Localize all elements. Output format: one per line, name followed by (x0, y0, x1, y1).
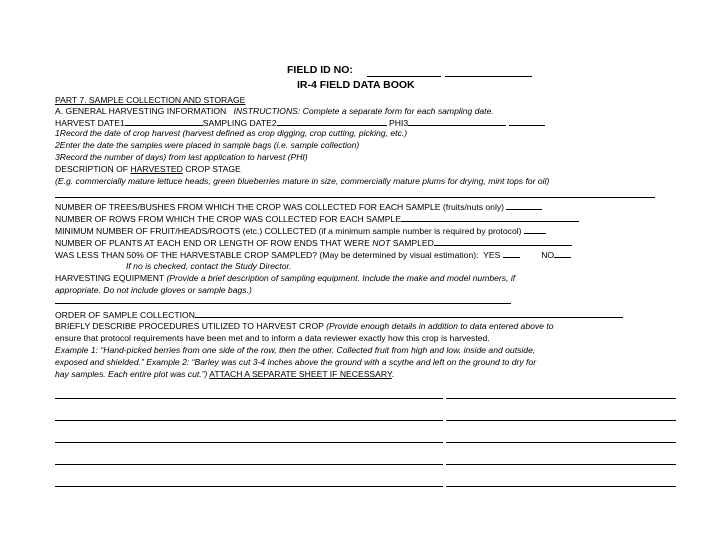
writing-line-3b[interactable] (446, 442, 676, 443)
equipment-desc-2: appropriate. Do not include gloves or sample bags.) (55, 285, 252, 295)
attach-sheet-note: ATTACH A SEPARATE SHEET IF NECESSARY (209, 369, 392, 379)
crop-stage-label: DESCRIPTION OF HARVESTED CROP STAGE (55, 164, 241, 174)
part-heading: PART 7. SAMPLE COLLECTION AND STORAGE (55, 95, 246, 105)
plants-input[interactable] (434, 237, 572, 246)
writing-line-2b[interactable] (446, 420, 676, 421)
writing-line-3a[interactable] (55, 442, 443, 443)
less-than-question: WAS LESS THAN 50% OF THE HARVESTABLE CROP SAMPLED? (May be determined by visual estimation): YES NO (55, 249, 571, 260)
footnote-3: 3Record the number of days) from last application to harvest (PHI) (55, 152, 308, 162)
footnote-1: 1Record the date of crop harvest (harvest defined as crop digging, crop cutting, picking, etc.) (55, 128, 408, 138)
writing-line-4a[interactable] (55, 464, 443, 465)
phi-input[interactable] (408, 117, 506, 126)
crop-stage-input-line[interactable] (55, 197, 655, 198)
section-a-instructions: INSTRUCTIONS: Complete a separate form for each sampling date. (233, 106, 494, 116)
section-a-label: A. GENERAL HARVESTING INFORMATION (55, 106, 227, 116)
procedures-example-3-row: hay samples. Each entire plot was cut.”) ATTACH A SEPARATE SHEET IF NECESSARY. (55, 369, 394, 379)
procedures-desc-2: ensure that protocol requirements have been met and to inform a data reviewer exactly how this crop is harvested. (55, 333, 490, 343)
procedures-example-2: exposed and shielded.” Example 2: “Barley was cut 3-4 inches above the ground with a scythe and left on the ground to dry for (55, 357, 537, 367)
harvest-date-input[interactable] (125, 117, 203, 126)
no-label: NO (541, 250, 555, 260)
phi-label: PHI3 (389, 118, 409, 128)
rows-input[interactable] (401, 213, 579, 222)
writing-line-5b[interactable] (446, 486, 676, 487)
minimum-input[interactable] (524, 225, 546, 234)
plants-question: NUMBER OF PLANTS AT EACH END OR LENGTH OF ROW ENDS THAT WERE NOT SAMPLED (55, 237, 572, 248)
yes-checkbox[interactable] (503, 249, 520, 258)
equipment-input-line[interactable] (55, 303, 511, 304)
harvested-underlined: HARVESTED (130, 164, 183, 174)
yes-label: YES (483, 250, 501, 260)
phi-input-2[interactable] (509, 117, 545, 126)
trees-input[interactable] (506, 201, 542, 210)
order-row (55, 309, 623, 320)
writing-line-1b[interactable] (446, 398, 676, 399)
harvest-date-label: HARVEST DATE1 (55, 118, 125, 128)
sampling-date-input[interactable] (277, 117, 387, 126)
writing-line-1a[interactable] (55, 398, 443, 399)
field-id-input-line-2[interactable] (445, 76, 532, 77)
field-id-label: FIELD ID NO: (287, 64, 353, 76)
plants-not-italic: NOT (372, 238, 391, 248)
footnote-2: 2Enter the date the samples were placed in sample bags (i.e. sample collection) (55, 140, 360, 150)
section-a-row (55, 106, 494, 116)
procedures-row: BRIEFLY DESCRIBE PROCEDURES UTILIZED TO HARVEST CROP (Provide enough details in addition to data entered above to (55, 321, 554, 331)
director-note: If no is checked, contact the Study Director. (126, 261, 292, 271)
minimum-question: MINIMUM NUMBER OF FRUIT/HEADS/ROOTS (etc.) COLLECTED (if a minimum sample number is required by protocol) (55, 225, 546, 236)
equipment-label: HARVESTING EQUIPMENT (55, 273, 165, 283)
page-title: IR-4 FIELD DATA BOOK (297, 79, 415, 91)
trees-question: NUMBER OF TREES/BUSHES FROM WHICH THE CROP WAS COLLECTED FOR EACH SAMPLE (fruits/nuts only) (55, 201, 542, 212)
field-id-input-line[interactable] (367, 76, 441, 77)
equipment-row: HARVESTING EQUIPMENT (Provide a brief description of sampling equipment. Include the make and model numbers, if (55, 273, 516, 283)
writing-line-5a[interactable] (55, 486, 443, 487)
crop-stage-example: (E.g. commercially mature lettuce heads, green blueberries mature in size, commercially mature plums for drying, mint tops for oil) (55, 176, 550, 186)
field-id-header (287, 64, 353, 76)
procedures-label: BRIEFLY DESCRIBE PROCEDURES UTILIZED TO HARVEST CROP (55, 321, 324, 331)
harvest-dates-row (55, 117, 545, 128)
order-input[interactable] (195, 309, 623, 318)
sampling-date-label: SAMPLING DATE2 (202, 118, 277, 128)
procedures-example-1: Example 1: “Hand-picked berries from one side of the row, then the other. Collected fruit from high and low, inside and outside, (55, 345, 536, 355)
no-checkbox[interactable] (554, 249, 571, 258)
order-label: ORDER OF SAMPLE COLLECTION (55, 310, 195, 320)
rows-question: NUMBER OF ROWS FROM WHICH THE CROP WAS COLLECTED FOR EACH SAMPLE (55, 213, 579, 224)
writing-line-2a[interactable] (55, 420, 443, 421)
writing-line-4b[interactable] (446, 464, 676, 465)
